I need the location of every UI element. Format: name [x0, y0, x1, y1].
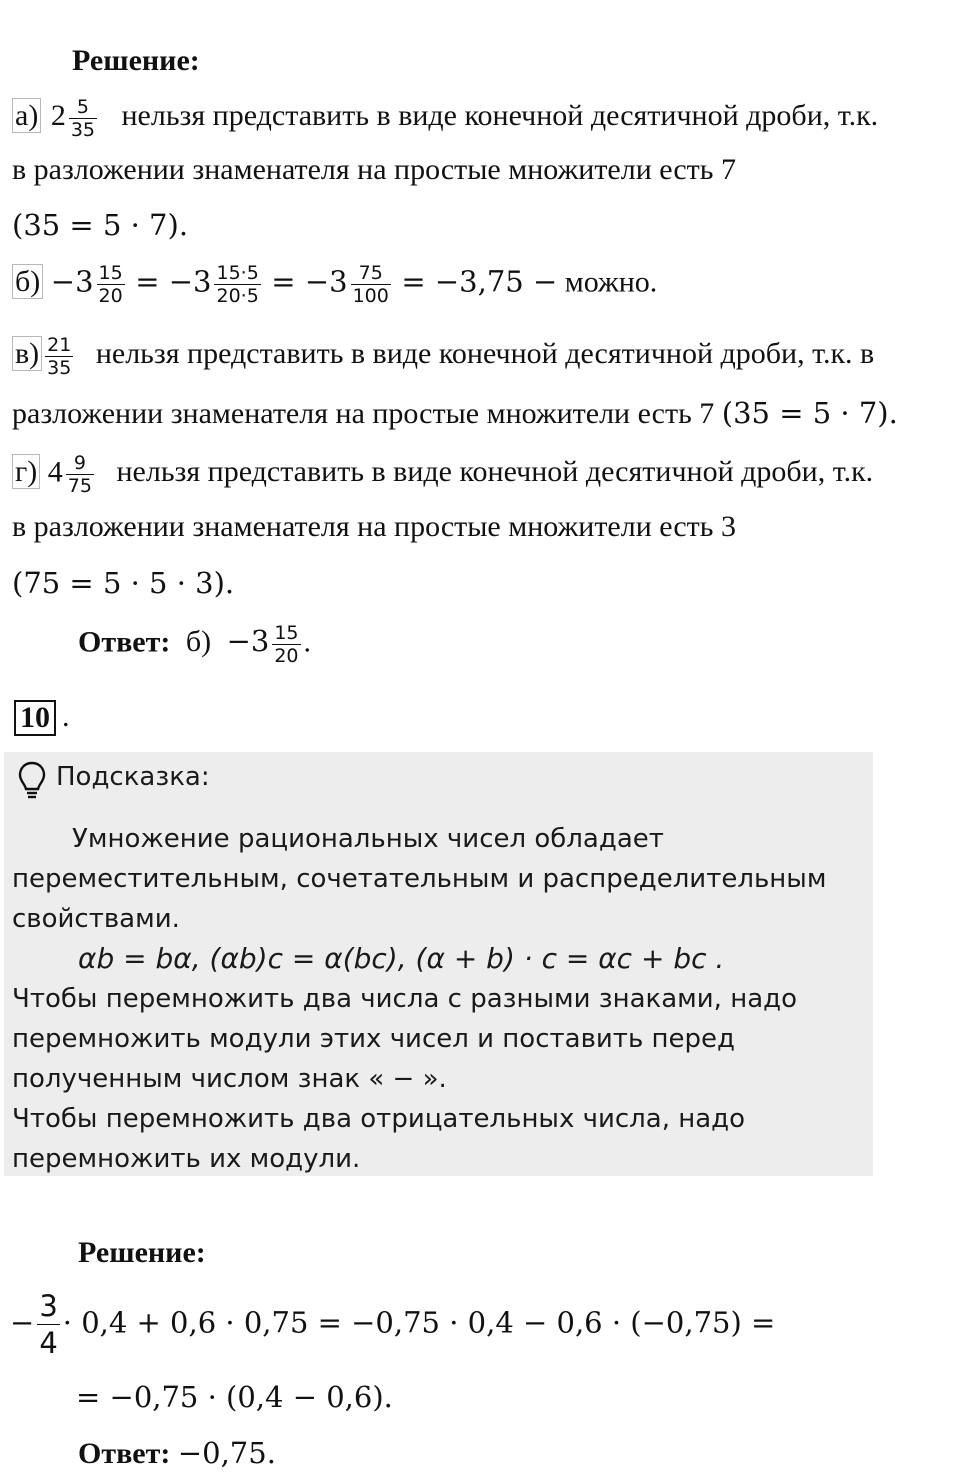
- item-g-text-2: в разложении знаменателя на простые множители есть 3: [12, 510, 736, 543]
- item-a-text-1: нельзя представить в виде конечной десятичной дроби, т.к.: [121, 99, 879, 133]
- answer-1-denominator: 20: [274, 645, 299, 667]
- answer-1-numerator: 15: [274, 622, 299, 644]
- item-v-fraction: [45, 334, 73, 379]
- task-number-dot: .: [62, 700, 70, 733]
- hint-line-3: свойствами.: [12, 904, 180, 934]
- answer-1-whole: −3: [226, 624, 270, 659]
- item-b-fraction-1-num: 15: [98, 262, 123, 284]
- item-b-text: можно.: [564, 265, 658, 299]
- item-a-text-2: в разложении знаменателя на простые множители есть 7: [12, 153, 736, 186]
- hint-line-9: перемножить их модули.: [12, 1144, 361, 1174]
- item-v-label: в): [12, 336, 42, 371]
- hint-line-6: перемножить модули этих чисел и поставить перед: [12, 1024, 735, 1054]
- item-a-label: а): [12, 98, 41, 133]
- solution-2-fraction-den: 4: [39, 1326, 58, 1360]
- hint-line-7: полученным числом знак « − ».: [12, 1064, 447, 1094]
- item-a-numerator: 5: [76, 96, 89, 118]
- item-b-label: б): [12, 264, 43, 299]
- item-b-fraction-3: [351, 262, 391, 307]
- item-v-text-2-line: [12, 396, 898, 431]
- item-v: [12, 334, 874, 379]
- item-v-numerator: 21: [47, 334, 72, 356]
- hint-line-8: Чтобы перемножить два отрицательных числа, надо: [12, 1104, 746, 1134]
- solution-2-heading: Решение:: [78, 1236, 206, 1269]
- item-v-text-1: нельзя представить в виде конечной десятичной дроби, т.к. в: [95, 337, 875, 371]
- item-b-fraction-1-den: 20: [98, 285, 123, 307]
- task-number-box: [14, 700, 56, 736]
- solution-2-minus: −: [10, 1305, 35, 1340]
- item-b: [12, 262, 657, 307]
- answer-2: [78, 1436, 276, 1471]
- item-b-fraction-3-den: 100: [352, 285, 389, 307]
- solution-2-fraction: [37, 1288, 59, 1361]
- solution-2-eq-1: · 0,4 + 0,6 · 0,75 = −0,75 · 0,4 − 0,6 · (−0,75) =: [62, 1305, 776, 1340]
- item-g-numerator: 9: [73, 452, 86, 474]
- hint-formula: αb = bα, (αb)c = α(bc), (α + b) · c = αc + bc .: [78, 942, 725, 975]
- item-v-text-2-math: (35 = 5 · 7).: [721, 396, 898, 430]
- item-b-fraction-2-den: 20·5: [216, 285, 259, 307]
- answer-1: Ответ: б) −3 $\frac{15}{20}$ .: [78, 622, 312, 667]
- solution-2-eq-2: = −0,75 · (0,4 − 0,6).: [76, 1380, 393, 1414]
- item-a-denominator: 35: [70, 119, 95, 141]
- hint-line-2: переместительным, сочетательным и распределительным: [12, 864, 827, 894]
- hint-line-5: Чтобы перемножить два числа с разными знаками, надо: [12, 984, 798, 1014]
- item-g: [12, 452, 873, 497]
- hint-title: Подсказка:: [56, 762, 210, 792]
- solution-2-line-1: [10, 1288, 775, 1361]
- item-a-fraction: [69, 96, 97, 141]
- answer-1-letter: б): [185, 625, 212, 659]
- item-g-text-3: (75 = 5 · 5 · 3).: [12, 566, 235, 600]
- answer-2-value: −0,75.: [177, 1436, 276, 1470]
- item-g-whole: 4: [47, 455, 63, 489]
- item-g-label: г): [12, 454, 40, 489]
- item-b-part-1: −3: [50, 264, 94, 299]
- item-g-text-1: нельзя представить в виде конечной десятичной дроби, т.к.: [116, 455, 874, 489]
- item-b-fraction-2-num: 15·5: [216, 262, 259, 284]
- item-b-fraction-3-num: 75: [358, 262, 383, 284]
- item-b-fraction-1: [97, 262, 125, 307]
- answer-1-fraction: [272, 622, 300, 667]
- hint-box: [4, 752, 873, 1176]
- item-v-text-2: разложении знаменателя на простые множители есть 7: [12, 397, 715, 430]
- item-a-whole: 2: [50, 99, 66, 133]
- item-b-part-4: = −3,75 −: [401, 264, 558, 299]
- item-g-denominator: 75: [67, 475, 92, 497]
- item-v-denominator: 35: [47, 357, 72, 379]
- item-a-text-3: (35 = 5 · 7).: [12, 208, 189, 242]
- hint-line-1: Умножение рациональных чисел обладает: [72, 824, 664, 854]
- answer-2-label: Ответ:: [78, 1437, 171, 1470]
- item-g-fraction: [66, 452, 94, 497]
- item-b-fraction-2: [214, 262, 260, 307]
- item-a: [12, 96, 878, 141]
- solution-heading: Решение:: [72, 44, 200, 77]
- task-number: 10: [20, 701, 50, 734]
- lightbulb-icon: [16, 760, 48, 807]
- item-b-part-2: = −3: [135, 264, 212, 299]
- answer-1-label: Ответ:: [78, 625, 171, 659]
- item-b-part-3: = −3: [271, 264, 348, 299]
- solution-2-fraction-num: 3: [39, 1289, 58, 1323]
